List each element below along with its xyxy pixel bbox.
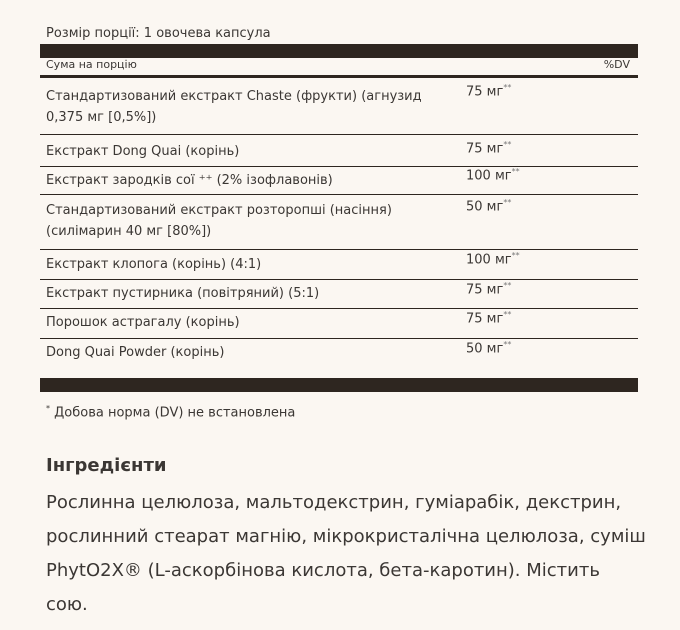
table-top-bar: [40, 44, 638, 58]
ingredient-amount: 50 мг**: [466, 198, 512, 215]
ingredient-amount: 75 мг**: [466, 140, 512, 157]
ingredients-text: Рослинна целюлоза, мальтодекстрин, гуміарабік, декстрин, рослинний стеарат магнію, мікрокристалічна целюлоза, суміш PhytO2X® (L-аскорбінова кислота, бета-каротин). Містить сою.: [46, 492, 646, 615]
serving-size: Розмір порції: 1 овочева капсула: [46, 26, 271, 41]
dv-footnote: * Добова норма (DV) не встановлена: [46, 404, 296, 421]
ingredient-name: Екстракт пустирника (повітряний) (5:1): [46, 286, 320, 301]
table-row: [40, 78, 638, 135]
ingredient-name: Екстракт Dong Quai (корінь): [46, 144, 240, 159]
supplement-table: [40, 78, 638, 379]
table-row: [40, 167, 638, 195]
ingredient-name: Екстракт клопога (корінь) (4:1): [46, 257, 262, 272]
dv-header: %DV: [603, 58, 630, 71]
table-row: [40, 135, 638, 167]
ingredient-name: Dong Quai Powder (корінь): [46, 345, 225, 360]
ingredient-amount: 100 мг**: [466, 167, 520, 184]
ingredient-name: Екстракт зародків сої ⁺⁺ (2% ізофлавонів): [46, 173, 333, 188]
ingredient-name: Стандартизований екстракт розторопші (насіння) (силімарин 40 мг [80%]): [46, 203, 392, 239]
table-header: [40, 58, 638, 74]
ingredient-amount: 75 мг**: [466, 83, 512, 100]
table-row: [40, 280, 638, 309]
table-row: [40, 195, 638, 250]
table-row: [40, 309, 638, 339]
table-row: [40, 339, 638, 379]
ingredients-title: Інгредієнти: [46, 455, 167, 476]
ingredient-amount: 75 мг**: [466, 310, 512, 327]
ingredient-amount: 50 мг**: [466, 340, 512, 357]
table-row: [40, 250, 638, 280]
ingredient-amount: 100 мг**: [466, 251, 520, 268]
amount-header: Сума на порцію: [46, 58, 137, 71]
ingredient-name: Порошок астрагалу (корінь): [46, 315, 240, 330]
ingredient-name: Стандартизований екстракт Chaste (фрукти) (агнузид 0,375 мг [0,5%]): [46, 89, 422, 125]
table-bottom-bar: [40, 378, 638, 392]
ingredient-amount: 75 мг**: [466, 281, 512, 298]
